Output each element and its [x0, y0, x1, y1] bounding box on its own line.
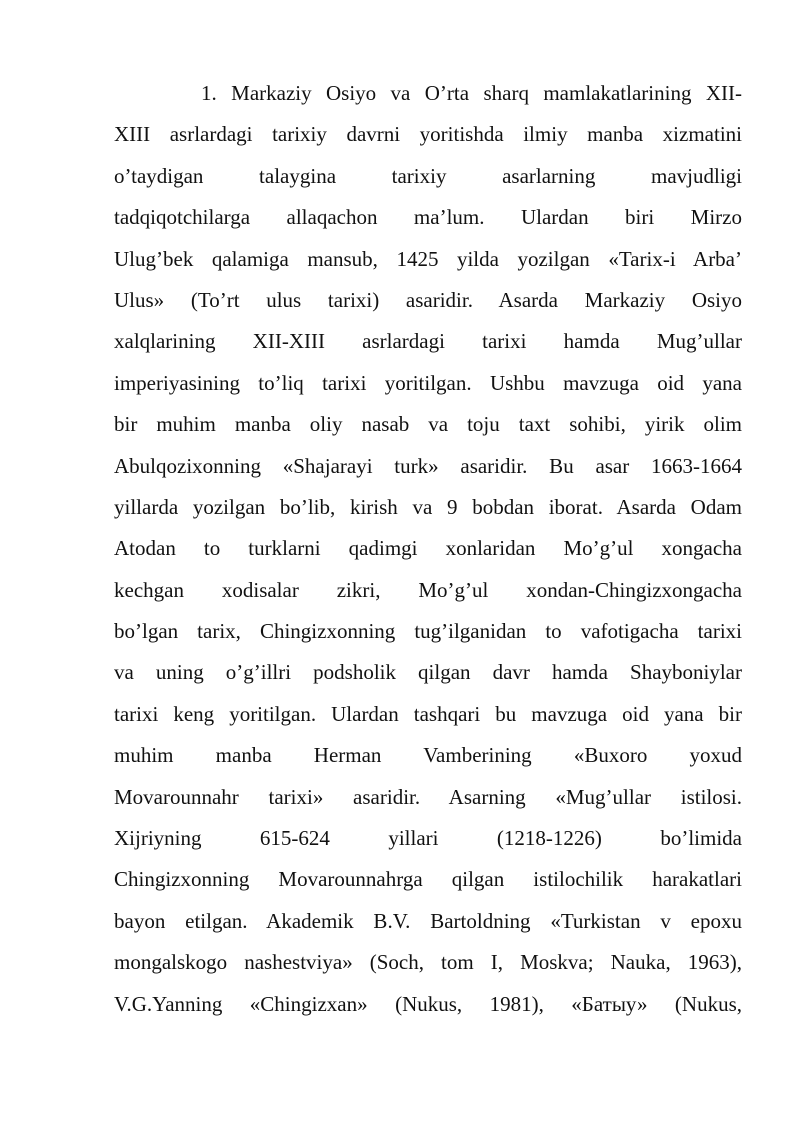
paragraph-line: bayon etilgan. Akademik B.V. Bartoldning «Turkistan v epoxu — [114, 908, 742, 933]
paragraph-line: Atodan to turklarni qadimgi xonlaridan Mo’g’ul xongacha — [114, 536, 742, 561]
paragraph-line: XIII asrlardagi tarixiy davrni yoritishda ilmiy manba xizmatini — [114, 122, 742, 147]
paragraph-line: Xijriyning 615-624 yillari (1218-1226) bo’limida — [114, 826, 742, 851]
paragraph-line: Ulug’bek qalamiga mansub, 1425 yilda yozilgan «Tarix-i Arba’ — [114, 246, 742, 271]
paragraph-line: bo’lgan tarix, Chingizxonning tug’ilganidan to vafotigacha tarixi — [114, 619, 742, 644]
paragraph-line: Movarounnahr tarixi» asaridir. Asarning «Mug’ullar istilosi. — [114, 784, 742, 809]
paragraph-line: tadqiqotchilarga allaqachon ma’lum. Ulardan biri Mirzo — [114, 205, 742, 230]
paragraph-line: tarixi keng yoritilgan. Ulardan tashqari bu mavzuga oid yana bir — [114, 701, 742, 726]
paragraph-line: imperiyasining to’liq tarixi yoritilgan. Ushbu mavzuga oid yana — [114, 370, 742, 395]
paragraph-line: yillarda yozilgan bo’lib, kirish va 9 bobdan iborat. Asarda Odam — [114, 494, 742, 519]
paragraph-line: xalqlarining XII-XIII asrlardagi tarixi hamda Mug’ullar — [114, 329, 742, 354]
paragraph-line: V.G.Yanning «Chingizxan» (Nukus, 1981), «Батыу» (Nukus, — [114, 991, 742, 1016]
paragraph-line: mongalskogo nashestviya» (Soch, tom I, Moskva; Nauka, 1963), — [114, 950, 742, 975]
paragraph-line: muhim manba Herman Vamberining «Buxoro yoxud — [114, 743, 742, 768]
paragraph-line: o’taydigan talaygina tarixiy asarlarning mavjudligi — [114, 163, 742, 188]
paragraph-line: 1. Markaziy Osiyo va O’rta sharq mamlakatlarining XII- — [201, 81, 742, 105]
document-page — [114, 73, 742, 1025]
paragraph-line: Ulus» (To’rt ulus tarixi) asaridir. Asarda Markaziy Osiyo — [114, 287, 742, 312]
paragraph-line: Abulqozixonning «Shajarayi turk» asaridir. Bu asar 1663-1664 — [114, 453, 742, 478]
paragraph-line: kechgan xodisalar zikri, Mo’g’ul xondan-Chingizxongacha — [114, 577, 742, 602]
paragraph-line: bir muhim manba oliy nasab va toju taxt sohibi, yirik olim — [114, 412, 742, 437]
paragraph-line: va uning o’g’illri podsholik qilgan davr hamda Shayboniylar — [114, 660, 742, 685]
paragraph-line: Chingizxonning Movarounnahrga qilgan istilochilik harakatlari — [114, 867, 742, 892]
